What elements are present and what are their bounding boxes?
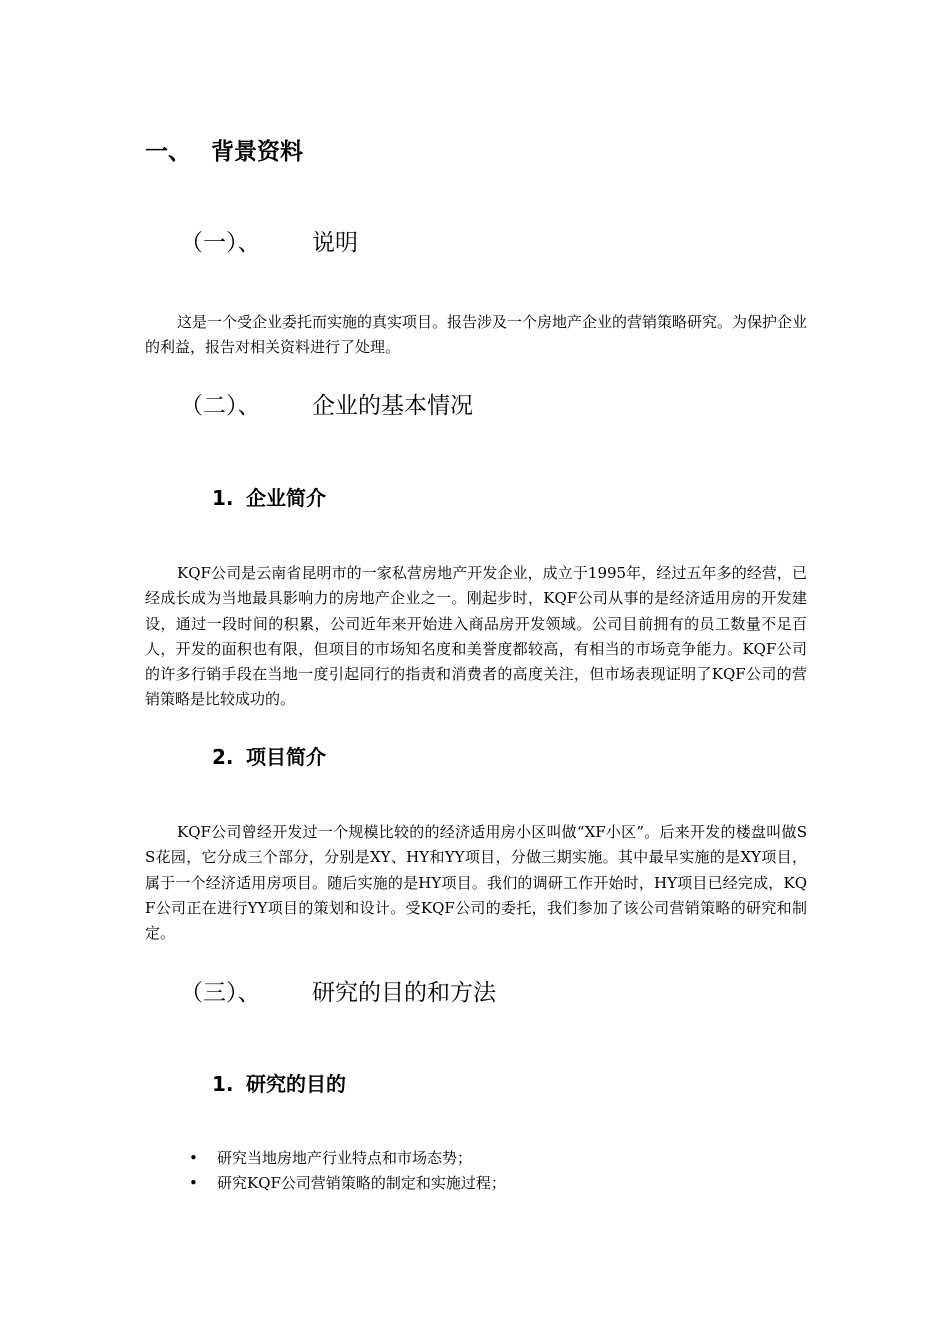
list-item xyxy=(145,1146,807,1171)
heading-title: 背景资料 xyxy=(211,139,303,165)
heading-number: 一、 xyxy=(145,139,191,165)
section-heading-explanation xyxy=(180,227,358,259)
list-item-text: 研究当地房地产行业特点和市场态势； xyxy=(217,1149,473,1167)
section-number: （三）、 xyxy=(180,980,261,1006)
subheading-number: 1. xyxy=(212,486,234,510)
list-item xyxy=(145,1171,807,1196)
subheading-title: 项目简介 xyxy=(246,745,326,769)
bullet-icon: • xyxy=(189,1149,198,1167)
company-intro-paragraph: KQF公司是云南省昆明市的一家私营房地产开发企业，成立于1995年，经过五年多的经营，已经成长成为当地最具影响力的房地产企业之一。刚起步时，KQF公司从事的是经济适用房的开发建设，通过一段时间的积累，公司近年来开始进入商品房开发领域。公司目前拥有的员工数量不足百人，开发的面积也有限，但项目的市场知名度和美誉度都较高，有相当的市场竞争能力。KQF公司的许多行销手段在当地一度引起同行的指责和消费者的高度关注，但市场表现证明了KQF公司的营销策略是比较成功的。 xyxy=(145,564,807,709)
subheading-project-intro xyxy=(212,743,326,771)
subheading-number: 2. xyxy=(212,745,234,769)
subheading-research-goals xyxy=(212,1070,346,1098)
subheading-title: 企业简介 xyxy=(246,486,326,510)
subheading-title: 研究的目的 xyxy=(246,1072,346,1096)
list-item-text: 研究KQF公司营销策略的制定和实施过程； xyxy=(217,1174,506,1192)
section-title: 企业的基本情况 xyxy=(312,393,473,419)
explanation-paragraph: 这是一个受企业委托而实施的真实项目。报告涉及一个房地产企业的营销策略研究。为保护企业的利益，报告对相关资料进行了处理。 xyxy=(145,313,808,357)
section-title: 说明 xyxy=(312,230,358,256)
subheading-number: 1. xyxy=(212,1072,234,1096)
section-heading-research-goals-methods xyxy=(180,977,496,1009)
project-intro-paragraph: KQF公司曾经开发过一个规模比较的的经济适用房小区叫做“XF小区”。后来开发的楼盘叫做SS花园，它分成三个部分，分别是XY、HY和YY项目，分做三期实施。其中最早实施的是XY项目，属于一个经济适用房项目。随后实施的是HY项目。我们的调研工作开始时，HY项目已经完成，KQF公司正在进行YY项目的策划和设计。受KQF公司的委托，我们参加了该公司营销策略的研究和制定。 xyxy=(145,823,807,943)
section-title: 研究的目的和方法 xyxy=(312,980,496,1006)
section-number: （一）、 xyxy=(180,230,261,256)
subheading-company-intro xyxy=(212,484,326,512)
bullet-icon: • xyxy=(189,1174,198,1192)
research-goals-list xyxy=(145,1146,807,1196)
heading-background xyxy=(145,136,303,168)
section-heading-company-basics xyxy=(180,390,473,422)
section-number: （二）、 xyxy=(180,393,261,419)
